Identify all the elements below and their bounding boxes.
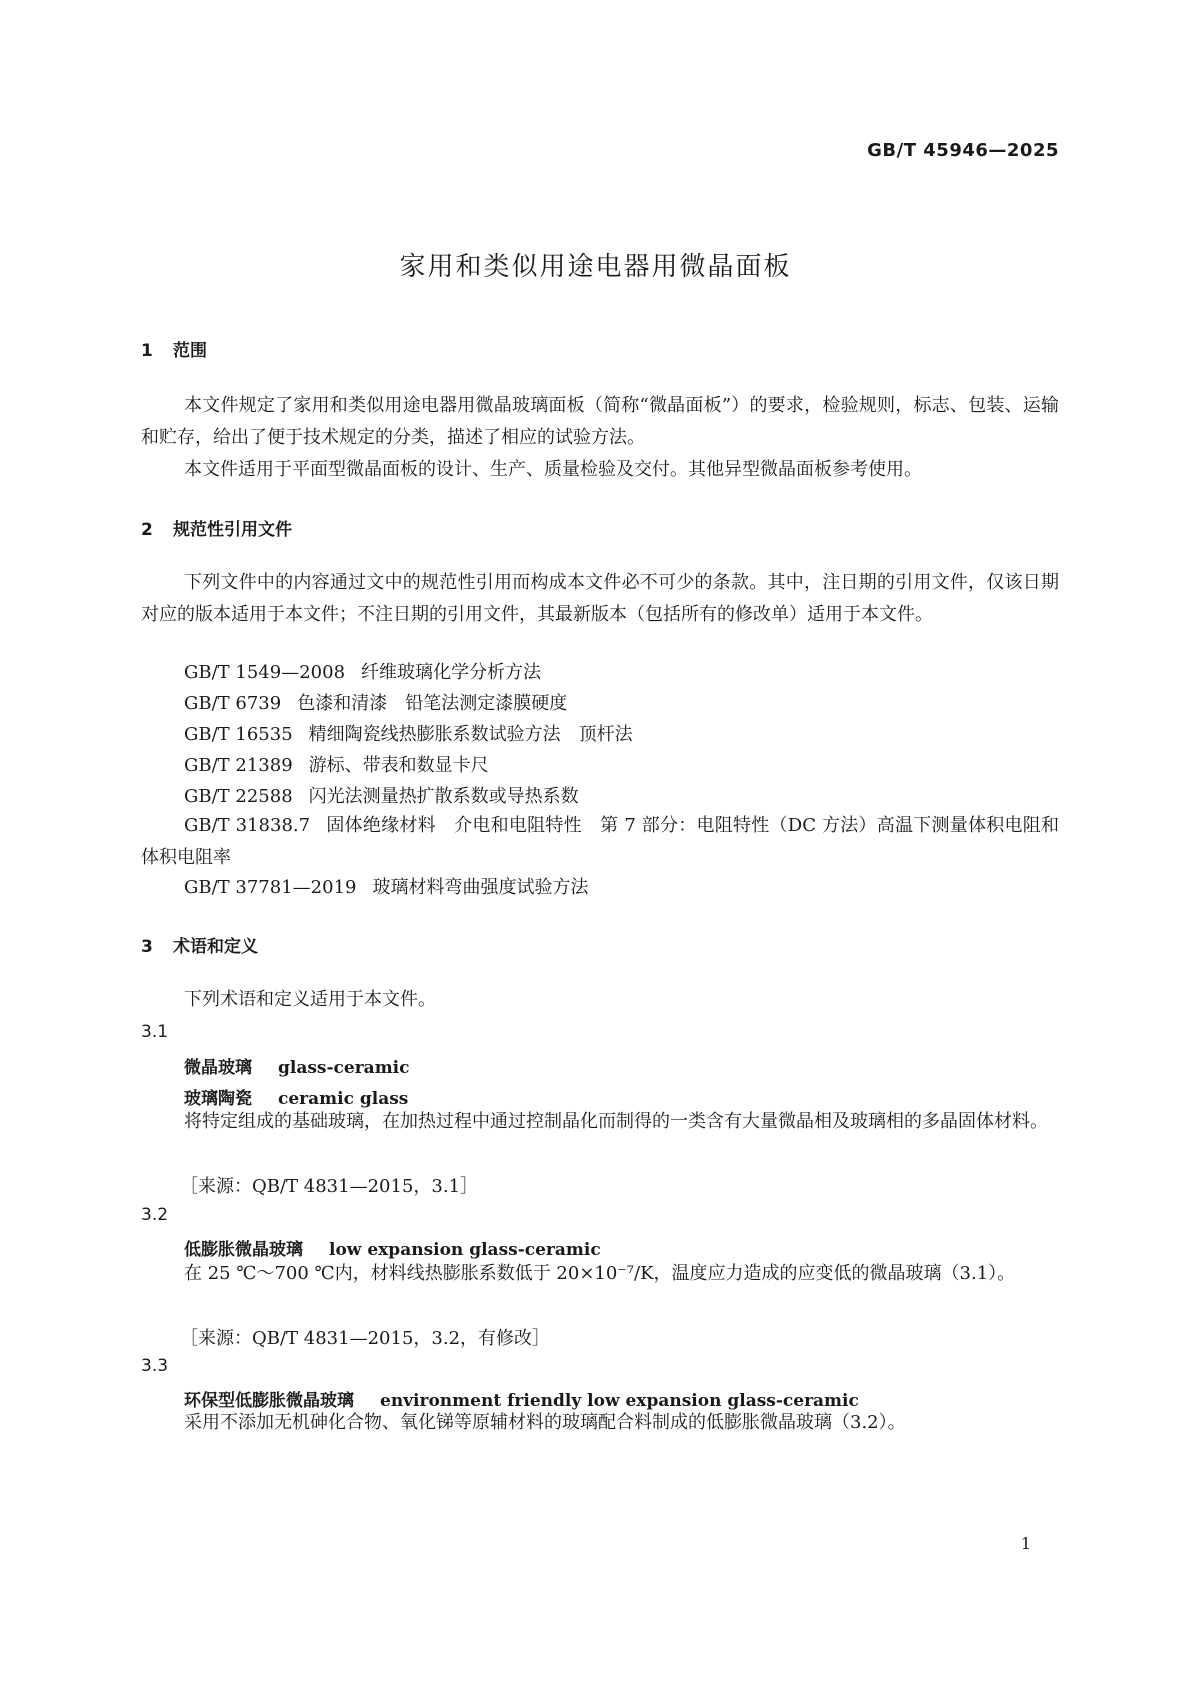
term-definition: 将特定组成的基础玻璃，在加热过程中通过控制晶化而制得的一类含有大量微晶相及玻璃相的多晶固体材料。 [184, 1111, 1048, 1132]
reference-item [184, 657, 541, 689]
term-heading [184, 1053, 410, 1078]
reference-code: GB/T 37781—2019 [184, 877, 357, 898]
term-definition: 在 25 ℃～700 ℃内，材料线热膨胀系数低于 20×10⁻⁷/K，温度应力造成的应变低的微晶玻璃（3.1）。 [184, 1263, 1016, 1284]
reference-item [184, 719, 633, 751]
term-chinese: 环保型低膨胀微晶玻璃 [184, 1391, 354, 1411]
scope-paragraph-1: 本文件规定了家用和类似用途电器用微晶玻璃面板（简称“微晶面板”）的要求，检验规则，标志、包装、运输和贮存，给出了便于技术规定的分类，描述了相应的试验方法。 [141, 395, 1059, 448]
term-chinese: 微晶玻璃 [184, 1058, 252, 1078]
reference-item [184, 781, 579, 813]
reference-code: GB/T 1549—2008 [184, 662, 346, 683]
reference-title: 色漆和清漆 铅笔法测定漆膜硬度 [297, 693, 568, 714]
term-english: glass-ceramic [278, 1058, 410, 1078]
document-title: 家用和类似用途电器用微晶面板 [399, 252, 792, 282]
reference-code: GB/T 6739 [184, 693, 282, 714]
term-heading [184, 1235, 601, 1260]
reference-title: 纤维玻璃化学分析方法 [361, 662, 542, 683]
reference-item [184, 688, 567, 720]
section-title: 术语和定义 [173, 937, 258, 957]
reference-code: GB/T 21389 [184, 755, 293, 776]
term-alt-english: ceramic glass [278, 1089, 409, 1109]
reference-code: GB/T 22588 [184, 786, 293, 807]
term-chinese: 低膨胀微晶玻璃 [184, 1240, 303, 1260]
term-source: ［来源：QB/T 4831—2015，3.2，有修改］ [180, 1328, 551, 1349]
reference-title: 精细陶瓷线热膨胀系数试验方法 顶杆法 [308, 724, 633, 745]
reference-title: 固体绝缘材料 介电和电阻特性 第 7 部分：电阻特性（DC 方法）高温下测量体积电阻和体积电阻率 [141, 815, 1059, 868]
reference-code: GB/T 16535 [184, 724, 293, 745]
scope-paragraph-2: 本文件适用于平面型微晶面板的设计、生产、质量检验及交付。其他异型微晶面板参考使用。 [184, 459, 922, 480]
terms-intro: 下列术语和定义适用于本文件。 [184, 989, 436, 1010]
section-2-heading [141, 515, 292, 540]
reference-code: GB/T 31838.7 [184, 815, 311, 836]
references-intro: 下列文件中的内容通过文中的规范性引用而构成本文件必不可少的条款。其中，注日期的引用文件，仅该日期对应的版本适用于本文件；不注日期的引用文件，其最新版本（包括所有的修改单）适用于本文件。 [141, 572, 1059, 625]
term-source: ［来源：QB/T 4831—2015，3.1］ [180, 1176, 479, 1197]
page-number: 1 [1020, 1534, 1031, 1553]
section-number: 1 [141, 341, 153, 361]
term-definition: 采用不添加无机砷化合物、氧化锑等原辅材料的玻璃配合料制成的低膨胀微晶玻璃（3.2）。 [184, 1412, 906, 1433]
reference-item [184, 750, 489, 782]
term-number: 3.3 [141, 1356, 169, 1376]
term-number: 3.2 [141, 1205, 169, 1225]
section-title: 范围 [173, 341, 207, 361]
reference-item-wrapped [141, 810, 1059, 874]
term-alt-chinese: 玻璃陶瓷 [184, 1089, 252, 1109]
term-english: low expansion glass-ceramic [329, 1240, 601, 1260]
term-english: environment friendly low expansion glass-ceramic [380, 1391, 859, 1411]
section-title: 规范性引用文件 [173, 520, 292, 540]
section-number: 3 [141, 937, 153, 957]
term-number: 3.1 [141, 1022, 169, 1042]
reference-title: 游标、带表和数显卡尺 [308, 755, 489, 776]
reference-title: 闪光法测量热扩散系数或导热系数 [308, 786, 579, 807]
section-number: 2 [141, 520, 153, 540]
section-3-heading [141, 932, 258, 957]
reference-item [184, 872, 588, 904]
reference-title: 玻璃材料弯曲强度试验方法 [372, 877, 589, 898]
standard-code: GB/T 45946—2025 [867, 140, 1059, 161]
section-1-heading [141, 336, 207, 361]
